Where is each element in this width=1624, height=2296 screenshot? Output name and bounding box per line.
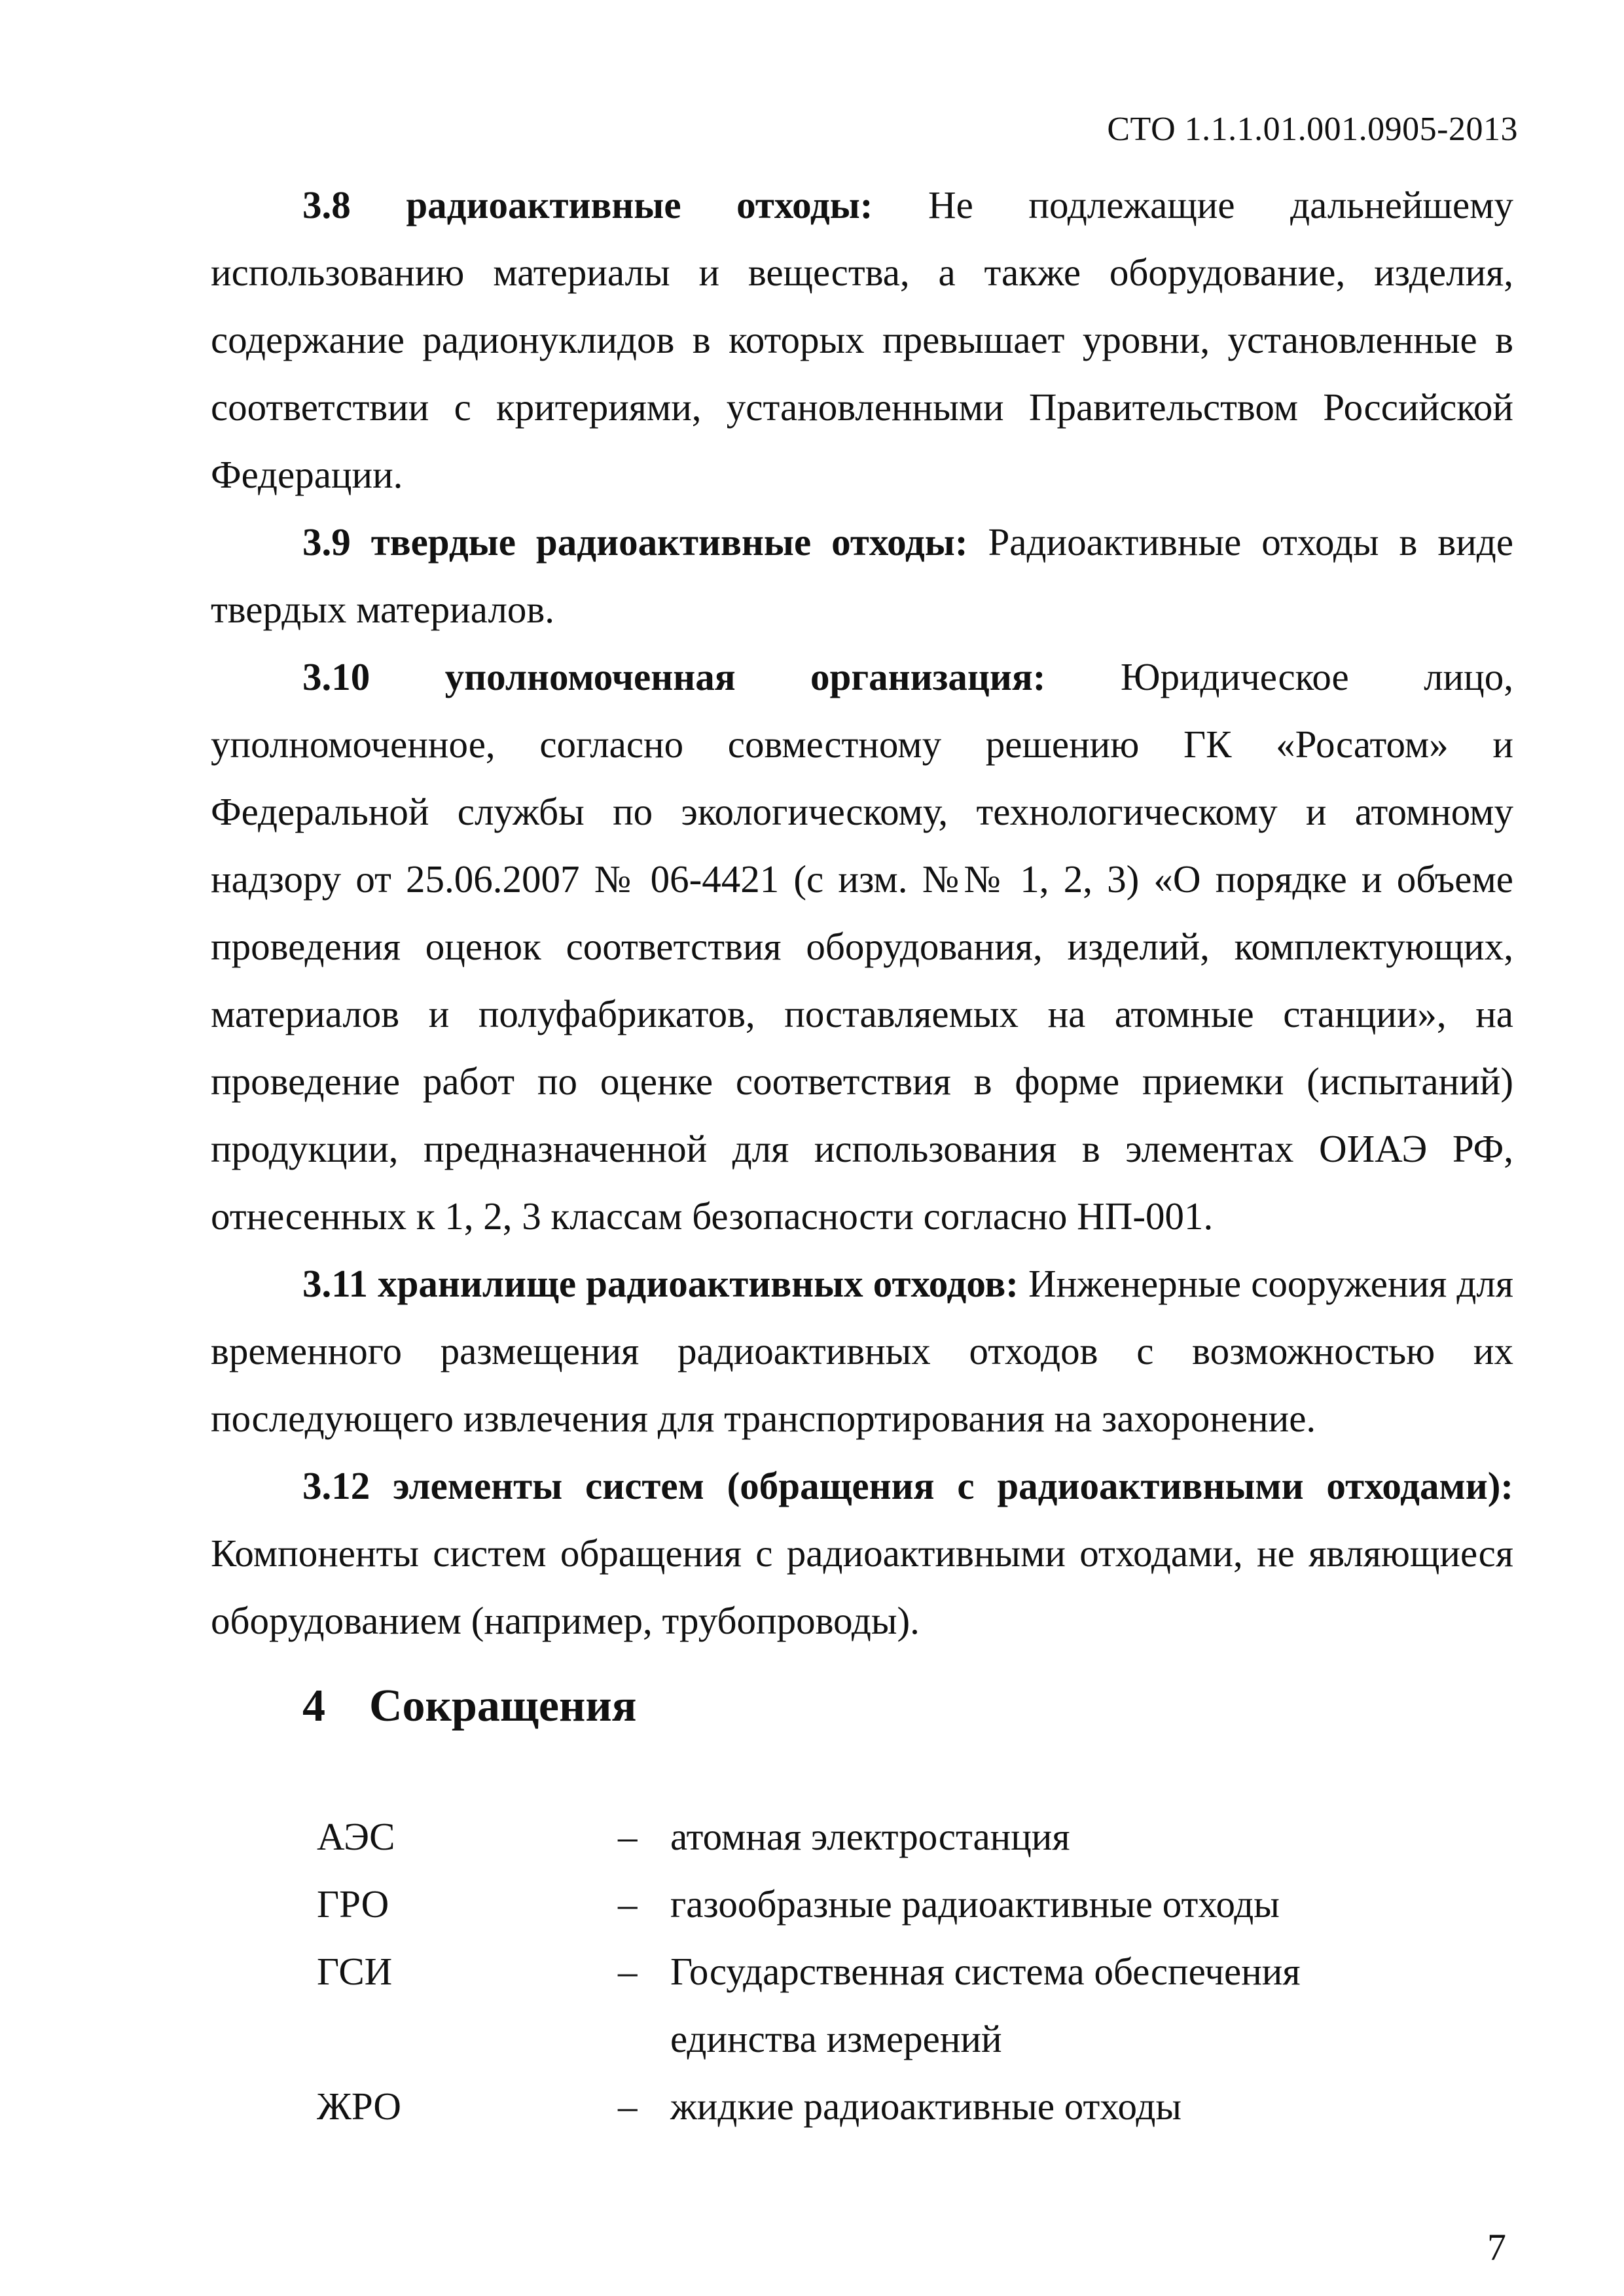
abbreviation-term: ГРО (317, 1882, 389, 1926)
definition-3-8 (211, 171, 1513, 509)
term-3-12: 3.12 элементы систем (обращения с радиоактивными отходами): (302, 1464, 1513, 1507)
definition-3-9 (211, 509, 1513, 643)
definition-3-11 (211, 1250, 1513, 1452)
section-heading (302, 1679, 637, 1734)
abbreviation-row (317, 1938, 1515, 2073)
term-3-10: 3.10 уполномоченная организация: (302, 655, 1046, 698)
abbreviation-list (317, 1803, 1515, 2140)
abbreviation-dash: – (618, 1882, 638, 1926)
abbreviation-row (317, 1803, 1515, 1871)
abbreviation-definition: жидкие радиоактивные отходы (670, 2085, 1182, 2128)
definition-text-3-10: Юридическое лицо, уполномоченное, согласно совместному решению ГК «Росатом» и Федеральной службы по экологическому, технологическому и атомному надзору от 25.06.2007 № 06-4421 (с изм. №№ 1, 2, 3) «О порядке и объеме проведения оценок соответствия оборудования, изделий, комплектующих, материалов и полуфабрикатов, поставляемых на атомные станции», на проведение работ по оценке соответствия в форме приемки (испытаний) продукции, предназначенной для использования в элементах ОИАЭ РФ, отнесенных к 1, 2, 3 классам безопасности согласно НП-001. (211, 655, 1513, 1238)
definition-3-10 (211, 643, 1513, 1250)
term-3-8: 3.8 радиоактивные отходы: (302, 183, 873, 226)
term-3-9: 3.9 твердые радиоактивные отходы: (302, 520, 968, 564)
abbreviation-dash: – (618, 1815, 638, 1858)
definition-text-3-9: Радиоактивные отходы в виде твердых материалов. (211, 520, 1514, 631)
term-3-11: 3.11 хранилище радиоактивных отходов: (302, 1262, 1019, 1305)
abbreviation-definition: газообразные радиоактивные отходы (670, 1882, 1280, 1926)
abbreviation-term: ГСИ (317, 1950, 393, 1993)
abbreviation-dash: – (618, 1950, 638, 1993)
definition-text-3-8: Не подлежащие дальнейшему использованию материалы и вещества, а также оборудование, изделия, содержание радионуклидов в которых превышает уровни, установленные в соответствии с критериями, установленными Правительством Российской Федерации. (211, 183, 1514, 496)
abbreviation-term: ЖРО (317, 2085, 402, 2128)
definition-text-3-12: Компоненты систем обращения с радиоактивными отходами, не являющиеся оборудованием (например, трубопроводы). (211, 1532, 1513, 1642)
definition-3-12 (211, 1452, 1513, 1655)
section-number: 4 (302, 1681, 325, 1731)
abbreviation-definition: атомная электростанция (670, 1815, 1070, 1858)
abbreviation-row (317, 2073, 1515, 2140)
abbreviation-dash: – (618, 2085, 638, 2128)
document-code: СТО 1.1.1.01.001.0905-2013 (1107, 111, 1518, 148)
abbreviation-row (317, 1871, 1515, 1938)
abbreviation-term: АЭС (317, 1815, 395, 1858)
abbreviation-definition: Государственная система обеспечения единства измерений (670, 1950, 1301, 2060)
definition-text-3-11: Инженерные сооружения для временного размещения радиоактивных отходов с возможностью их последующего извлечения для транспортирования на захоронение. (211, 1262, 1513, 1440)
page-number: 7 (1487, 2226, 1506, 2269)
section-title: Сокращения (369, 1681, 637, 1731)
